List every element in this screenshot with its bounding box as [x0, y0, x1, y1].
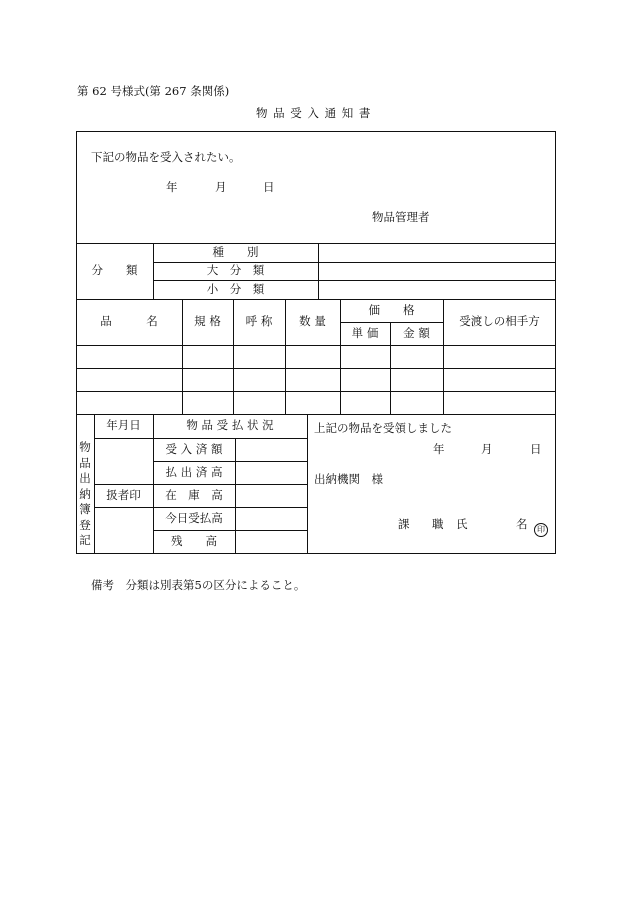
- form-title: 物 品 受 入 通 知 書: [256, 106, 372, 120]
- status-received-label: 受 入 済 額: [165, 441, 223, 456]
- seal-mark: 印: [534, 523, 548, 537]
- ledger-side-label: 物品出納簿登記: [79, 440, 91, 547]
- header-spec: 規 格: [194, 314, 221, 329]
- header-item-name: 品 名: [100, 314, 158, 329]
- receipt-dept-label: 課: [398, 517, 410, 531]
- header-price: 価 格: [368, 302, 415, 317]
- status-received-field[interactable]: [236, 439, 306, 460]
- divider: [307, 414, 308, 554]
- table-row[interactable]: [77, 392, 555, 413]
- notice-date-month: 月: [215, 180, 227, 194]
- classification-minor-field[interactable]: [319, 281, 555, 298]
- receipt-name-label: 氏: [456, 517, 468, 531]
- classification-minor-label: 小 分 類: [206, 281, 265, 296]
- receipt-date-year: 年: [433, 442, 445, 456]
- classification-major-field[interactable]: [319, 263, 555, 279]
- ledger-date-label: 年月日: [106, 418, 141, 433]
- status-issued-field[interactable]: [236, 462, 306, 483]
- notice-text: 下記の物品を受入されたい。: [91, 150, 241, 164]
- header-amount: 金 額: [403, 325, 430, 340]
- classification-major-label: 大 分 類: [206, 263, 265, 278]
- table-row[interactable]: [77, 346, 555, 367]
- header-unit-price: 単 価: [351, 325, 379, 340]
- ledger-stamp-label: 扱者印: [106, 487, 141, 502]
- seal-icon: [534, 517, 548, 537]
- status-issued-label: 払 出 済 高: [165, 464, 223, 479]
- property-manager-label: 物品管理者: [372, 210, 430, 224]
- form-number: 第 62 号様式(第 267 条関係): [77, 84, 230, 98]
- status-today-label: 今日受払高: [165, 510, 223, 525]
- status-header: 物 品 受 払 状 況: [186, 418, 274, 433]
- status-today-field[interactable]: [236, 508, 306, 529]
- classification-type-label: 種 別: [212, 244, 259, 259]
- notice-date-day: 日: [263, 180, 275, 194]
- status-stock-label: 在 庫 高: [165, 487, 223, 502]
- status-balance-label: 残 高: [171, 534, 217, 549]
- notice-date-year: 年: [166, 180, 178, 194]
- header-call-name: 呼 称: [245, 314, 273, 329]
- table-row[interactable]: [77, 369, 555, 390]
- receipt-date-month: 月: [481, 442, 493, 456]
- status-balance-field[interactable]: [236, 531, 306, 553]
- header-quantity: 数 量: [299, 314, 326, 329]
- header-recipient: 受渡しの相手方: [459, 314, 540, 329]
- receipt-position-label: 職: [432, 517, 444, 531]
- receipt-text: 上記の物品を受領しました: [314, 421, 452, 435]
- remarks: 備考 分類は別表第5の区分によること。: [91, 578, 306, 592]
- receipt-name-suffix: 名: [516, 517, 528, 531]
- receipt-office: 出納機関 様: [314, 472, 383, 486]
- receipt-date-day: 日: [530, 442, 542, 456]
- classification-type-field[interactable]: [319, 244, 555, 261]
- classification-label: 分 類: [91, 263, 138, 278]
- status-stock-field[interactable]: [236, 485, 306, 506]
